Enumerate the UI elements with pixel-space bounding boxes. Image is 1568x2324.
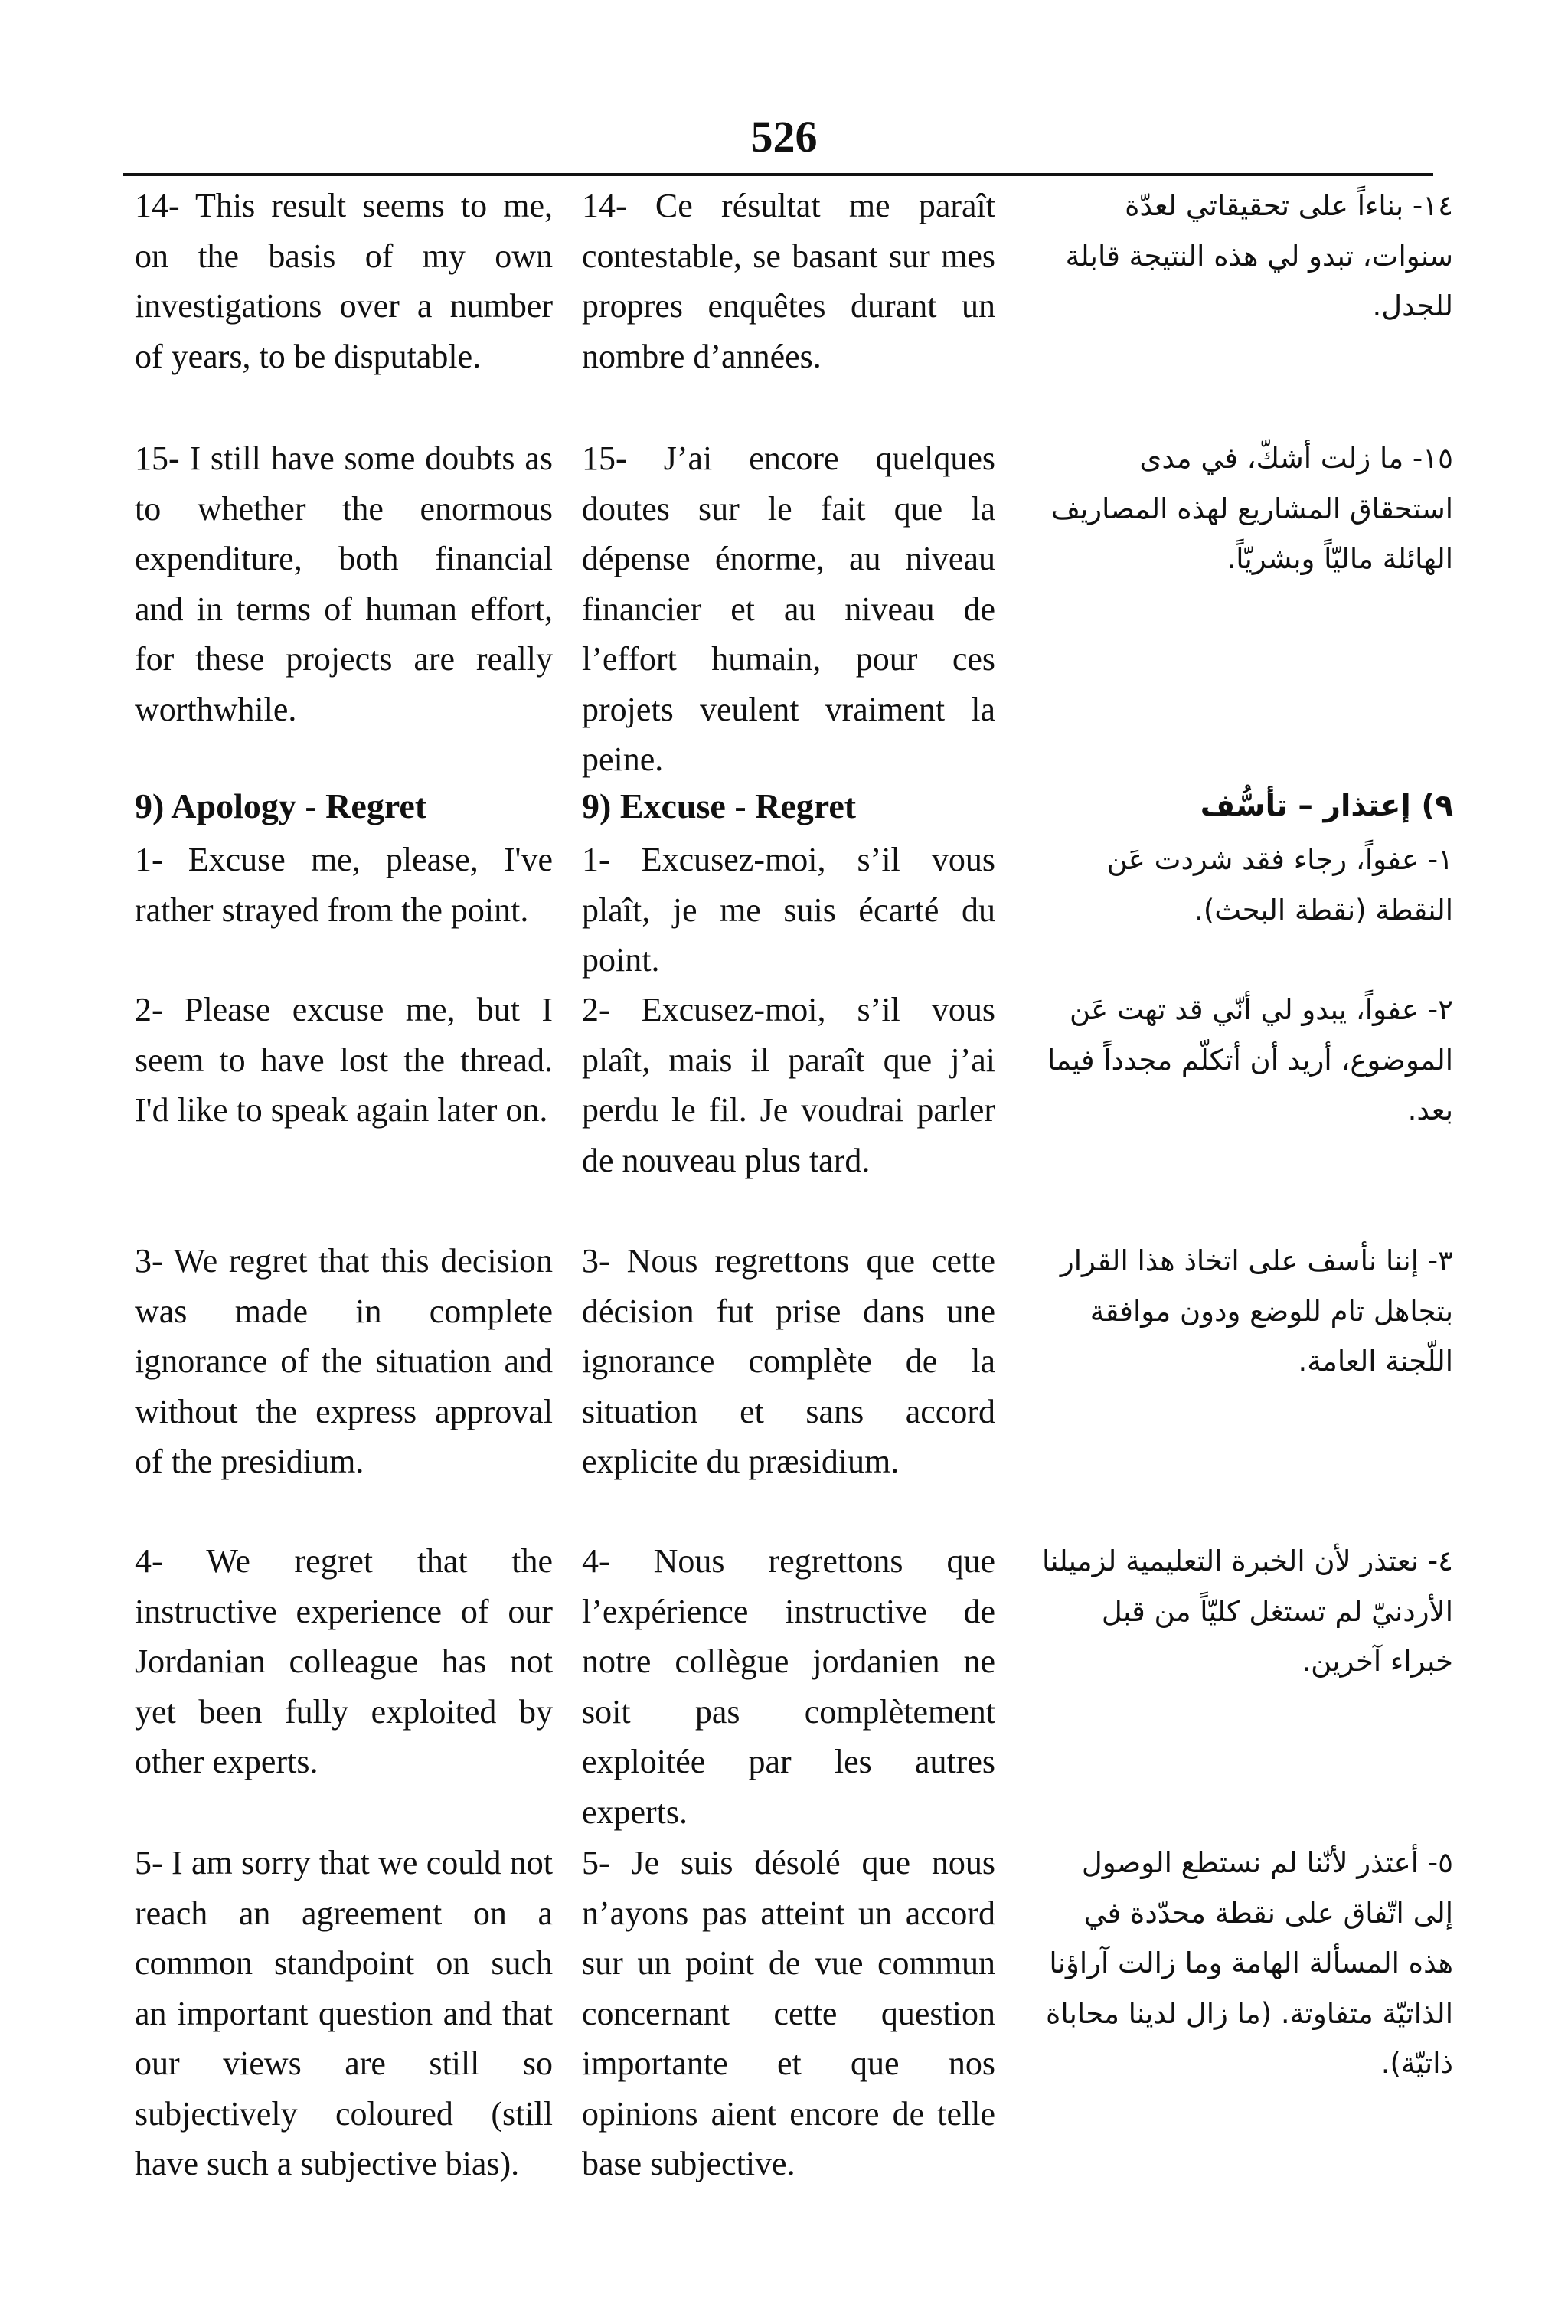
section-heading-french: 9) Excuse - Regret	[582, 786, 857, 825]
french-text: 15- J’ai encore quelques doutes sur le fait que la dépense énorme, au niveau financier et au niveau de l’effort humain, pour ces projets veulent vraiment la peine.	[582, 440, 995, 778]
french-text: 14- Ce résultat me paraît contestable, se basant sur mes propres enquêtes durant un nombre d’années.	[582, 187, 995, 375]
english-text: 4- We regret that the instructive experience of our Jordanian colleague has not yet been fully exploited by other experts.	[135, 1542, 553, 1780]
arabic-text: ١٥- ما زلت أشكّ، في مدى استحقاق المشاريع لهذه المصاريف الهائلة ماليّاً وبشريّاً.	[1050, 442, 1453, 575]
english-text: 15- I still have some doubts as to whether the enormous expenditure, both financial and in terms of human effort, for these projects are really worthwhile.	[135, 440, 553, 728]
header-rule	[122, 173, 1433, 176]
french-text: 2- Excusez-moi, s’il vous plaît, mais il paraît que j’ai perdu le fil. Je voudrai parler de nouveau plus tard.	[582, 991, 995, 1179]
english-text: 5- I am sorry that we could not reach an agreement on a common standpoint on such an important question and that our views are still so subjectively coloured (still have such a subjective bias).	[135, 1844, 553, 2182]
arabic-text: ١٤- بناءاً على تحقيقاتي لعدّة سنوات، تبدو لي هذه النتيجة قابلة للجدل.	[1065, 189, 1453, 322]
arabic-text: ٥- أعتذر لأنّنا لم نستطع الوصول إلى اتّفاق على نقطة محدّدة في هذه المسألة الهامة وما زالت آراؤنا الذاتيّة متفاوتة. (ما زال لدينا محاباة ذاتيّة).	[1045, 1846, 1453, 2080]
arabic-text: ٤- نعتذر لأن الخبرة التعليمية لزميلنا الأردنيّ لم تستغل كليّاً من قبل خبراء آخرين.	[1041, 1544, 1453, 1678]
section-heading-english: 9) Apology - Regret	[135, 786, 427, 825]
arabic-text: ٣- إننا نأسف على اتخاذ هذا القرار بتجاهل تام للوضع ودون موافقة اللّجنة العامة.	[1060, 1244, 1453, 1378]
page-number: 526	[750, 112, 818, 162]
english-text: 14- This result seems to me, on the basis of my own investigations over a number of years, to be disputable.	[135, 187, 553, 375]
french-text: 4- Nous regrettons que l’expérience instructive de notre collègue jordanien ne soit pas complètement exploitée par les autres experts.	[582, 1542, 995, 1831]
french-text: 5- Je suis désolé que nous n’ayons pas atteint un accord sur un point de vue commun concernant cette question importante et que nos opinions aient encore de telle base subjective.	[582, 1844, 995, 2182]
english-text: 2- Please excuse me, but I seem to have lost the thread. I'd like to speak again later on.	[135, 991, 553, 1129]
arabic-text: ٢- عفواً، يبدو لي أنّي قد تهت عَن الموضوع، أريد أن أتكلّم مجدداً فيما بعد.	[1047, 993, 1453, 1126]
english-text: 3- We regret that this decision was made in complete ignorance of the situation and without the express approval of the presidium.	[135, 1242, 553, 1480]
english-text: 1- Excuse me, please, I've rather strayed from the point.	[135, 841, 553, 929]
section-heading-arabic: ٩) إعتذار – تأسُّف	[1200, 789, 1453, 823]
french-text: 3- Nous regrettons que cette décision fut prise dans une ignorance complète de la situation et sans accord explicite du præsidium.	[582, 1242, 995, 1480]
arabic-text: ١- عفواً، رجاء فقد شردت عَن النقطة (نقطة البحث).	[1106, 843, 1453, 927]
french-text: 1- Excusez-moi, s’il vous plaît, je me suis écarté du point.	[582, 841, 995, 979]
